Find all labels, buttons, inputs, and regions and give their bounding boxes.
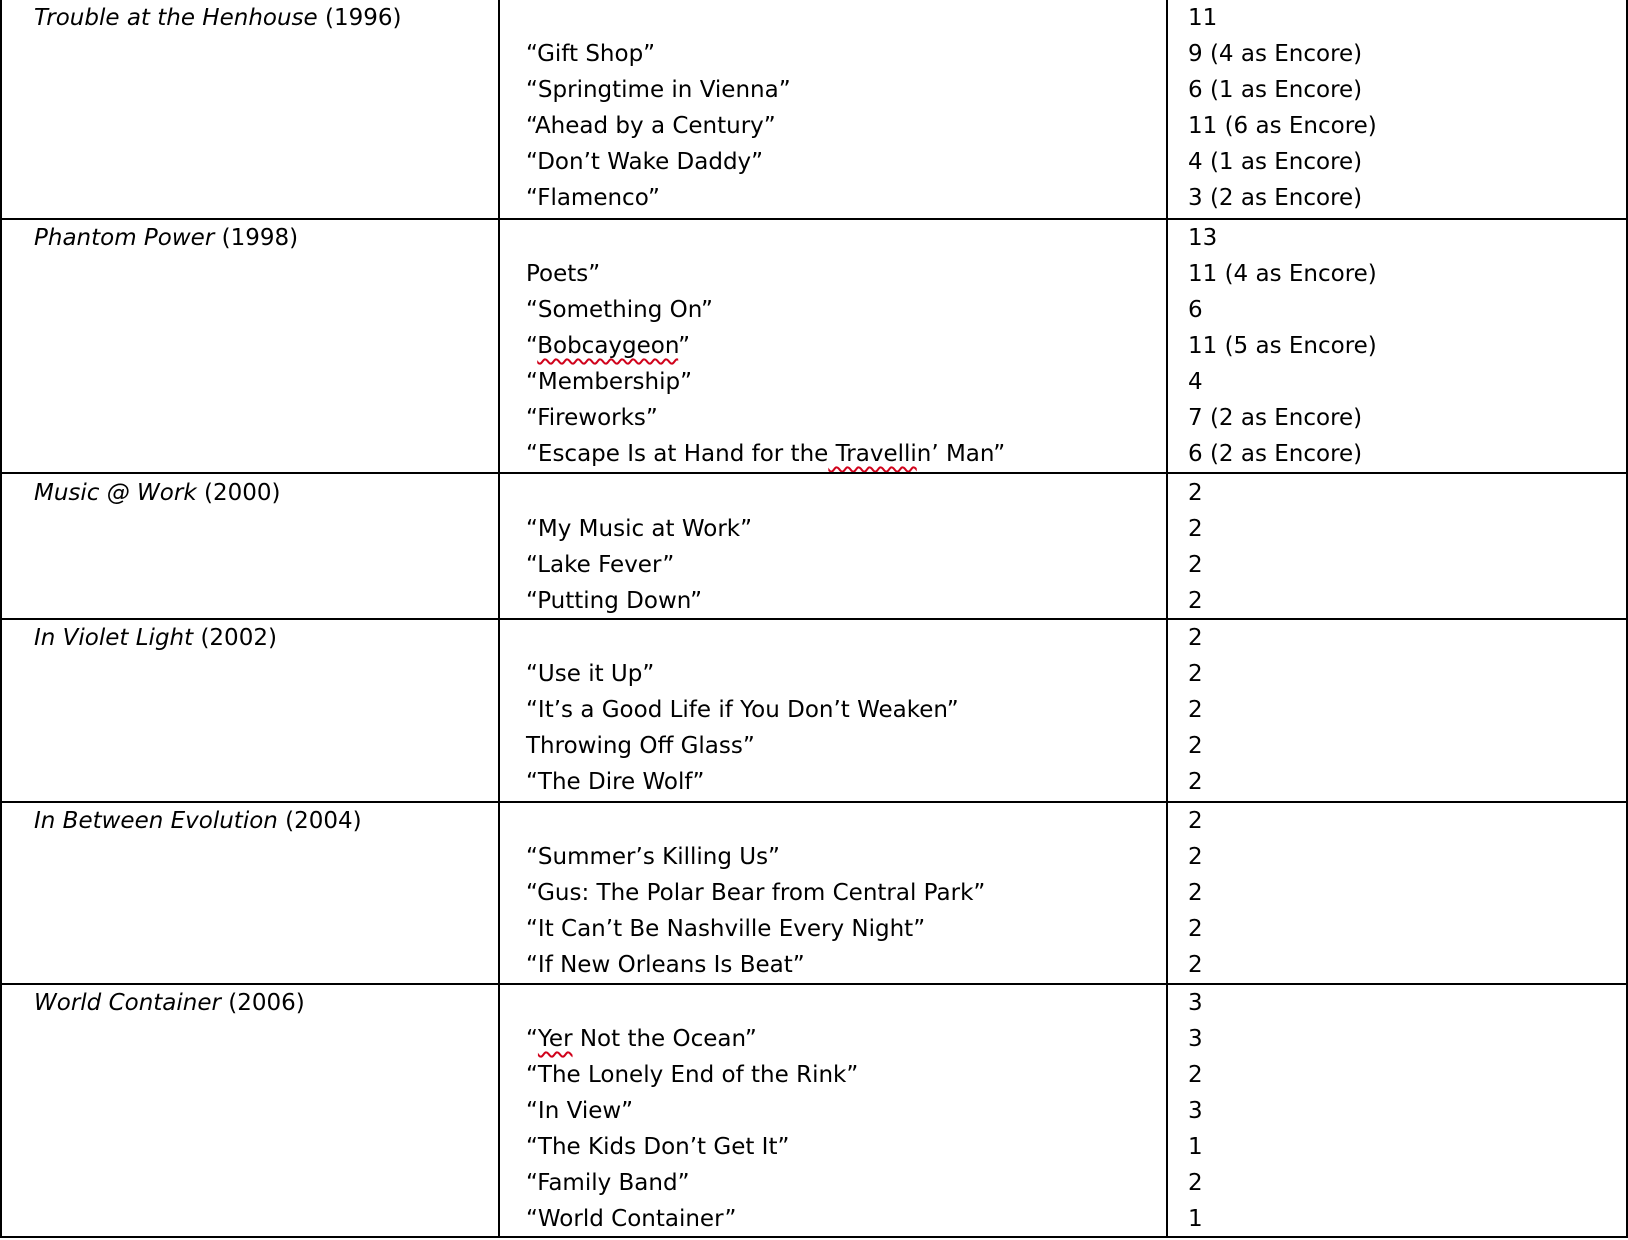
album-title-cell	[34, 620, 277, 656]
album-title: Trouble at the Henhouse	[34, 5, 318, 31]
song-title: “The Kids Don’t Get It”	[526, 1134, 790, 1160]
album-total-plays: 3	[1188, 990, 1203, 1016]
song-title: “Bobcaygeon”	[526, 333, 691, 359]
album-total-plays: 11	[1188, 5, 1218, 31]
song-title: “Gus: The Polar Bear from Central Park”	[526, 880, 986, 906]
song-play-count: 2	[1188, 916, 1203, 942]
song-play-count: 9 (4 as Encore)	[1188, 41, 1363, 67]
song-play-count: 2	[1188, 552, 1203, 578]
album-title-cell	[34, 475, 280, 511]
song-play-count: 11 (4 as Encore)	[1188, 261, 1377, 287]
song-play-count: 6	[1188, 297, 1203, 323]
song-title: “Lake Fever”	[526, 552, 675, 578]
album-year: (1998)	[214, 225, 299, 251]
album-year: (2004)	[277, 808, 362, 834]
song-title: “Ahead by a Century”	[526, 113, 776, 139]
spellcheck-underline: Bobcaygeon	[537, 333, 679, 359]
song-play-count: 2	[1188, 661, 1203, 687]
song-play-count: 2	[1188, 769, 1203, 795]
song-title: “Putting Down”	[526, 588, 702, 614]
album-title-cell	[34, 0, 401, 36]
column-divider	[0, 0, 2, 1238]
song-play-count: 2	[1188, 844, 1203, 870]
song-play-count: 3	[1188, 1026, 1203, 1052]
song-play-count: 1	[1188, 1134, 1203, 1160]
song-title: “It’s a Good Life if You Don’t Weaken”	[526, 697, 959, 723]
song-play-count: 2	[1188, 588, 1203, 614]
song-title: “It Can’t Be Nashville Every Night”	[526, 916, 926, 942]
album-title: Music @ Work	[34, 480, 197, 506]
song-title: “Don’t Wake Daddy”	[526, 149, 764, 175]
song-play-count: 4	[1188, 369, 1203, 395]
song-title: “Family Band”	[526, 1170, 690, 1196]
song-title: “My Music at Work”	[526, 516, 753, 542]
song-play-count: 2	[1188, 733, 1203, 759]
album-total-plays: 2	[1188, 625, 1203, 651]
song-title: “The Lonely End of the Rink”	[526, 1062, 859, 1088]
album-title: In Between Evolution	[34, 808, 278, 834]
song-title: “Use it Up”	[526, 661, 655, 687]
row-divider	[0, 983, 1628, 985]
song-play-count: 7 (2 as Encore)	[1188, 405, 1363, 431]
song-play-count: 6 (1 as Encore)	[1188, 77, 1363, 103]
song-play-count: 2	[1188, 952, 1203, 978]
song-title: “Something On”	[526, 297, 713, 323]
song-play-count: 2	[1188, 1062, 1203, 1088]
album-title-cell	[34, 220, 298, 256]
column-divider	[498, 0, 500, 1238]
song-title: “Flamenco”	[526, 185, 660, 211]
song-title: “The Dire Wolf”	[526, 769, 705, 795]
song-play-count: 2	[1188, 880, 1203, 906]
song-title: “Yer Not the Ocean”	[526, 1026, 757, 1052]
album-total-plays: 13	[1188, 225, 1218, 251]
song-play-count: 1	[1188, 1206, 1203, 1232]
song-play-count: 3	[1188, 1098, 1203, 1124]
song-play-count: 6 (2 as Encore)	[1188, 441, 1363, 467]
spellcheck-underline: Travelli	[828, 441, 917, 467]
album-year: (1996)	[317, 5, 402, 31]
row-divider	[0, 618, 1628, 620]
album-title: Phantom Power	[34, 225, 215, 251]
song-title: “Membership”	[526, 369, 692, 395]
song-play-count: 11 (5 as Encore)	[1188, 333, 1377, 359]
album-year: (2002)	[193, 625, 277, 651]
row-divider	[0, 1236, 1628, 1238]
song-title: “Summer’s Killing Us”	[526, 844, 780, 870]
album-title-cell	[34, 803, 362, 839]
album-year: (2000)	[196, 480, 281, 506]
song-play-count: 3 (2 as Encore)	[1188, 185, 1363, 211]
album-total-plays: 2	[1188, 808, 1203, 834]
column-divider	[1166, 0, 1168, 1238]
song-title: “Gift Shop”	[526, 41, 656, 67]
song-title: “Escape Is at Hand for the Travellin’ Man”	[526, 441, 1006, 467]
song-title: “Fireworks”	[526, 405, 658, 431]
spellcheck-underline: Yer	[537, 1026, 573, 1052]
song-title: “If New Orleans Is Beat”	[526, 952, 805, 978]
song-title: “World Container”	[526, 1206, 737, 1232]
song-title: Poets”	[526, 261, 601, 287]
song-play-count: 2	[1188, 697, 1203, 723]
song-play-count: 4 (1 as Encore)	[1188, 149, 1363, 175]
album-title: In Violet Light	[34, 625, 194, 651]
song-play-count: 11 (6 as Encore)	[1188, 113, 1377, 139]
song-title: Throwing Off Glass”	[526, 733, 755, 759]
album-title: World Container	[34, 990, 221, 1016]
song-title: “Springtime in Vienna”	[526, 77, 791, 103]
song-play-count: 2	[1188, 1170, 1203, 1196]
song-title: “In View”	[526, 1098, 634, 1124]
song-play-count: 2	[1188, 516, 1203, 542]
album-year: (2006)	[220, 990, 305, 1016]
album-total-plays: 2	[1188, 480, 1203, 506]
row-divider	[0, 472, 1628, 474]
row-divider	[0, 801, 1628, 803]
album-title-cell	[34, 985, 305, 1021]
row-divider	[0, 218, 1628, 220]
